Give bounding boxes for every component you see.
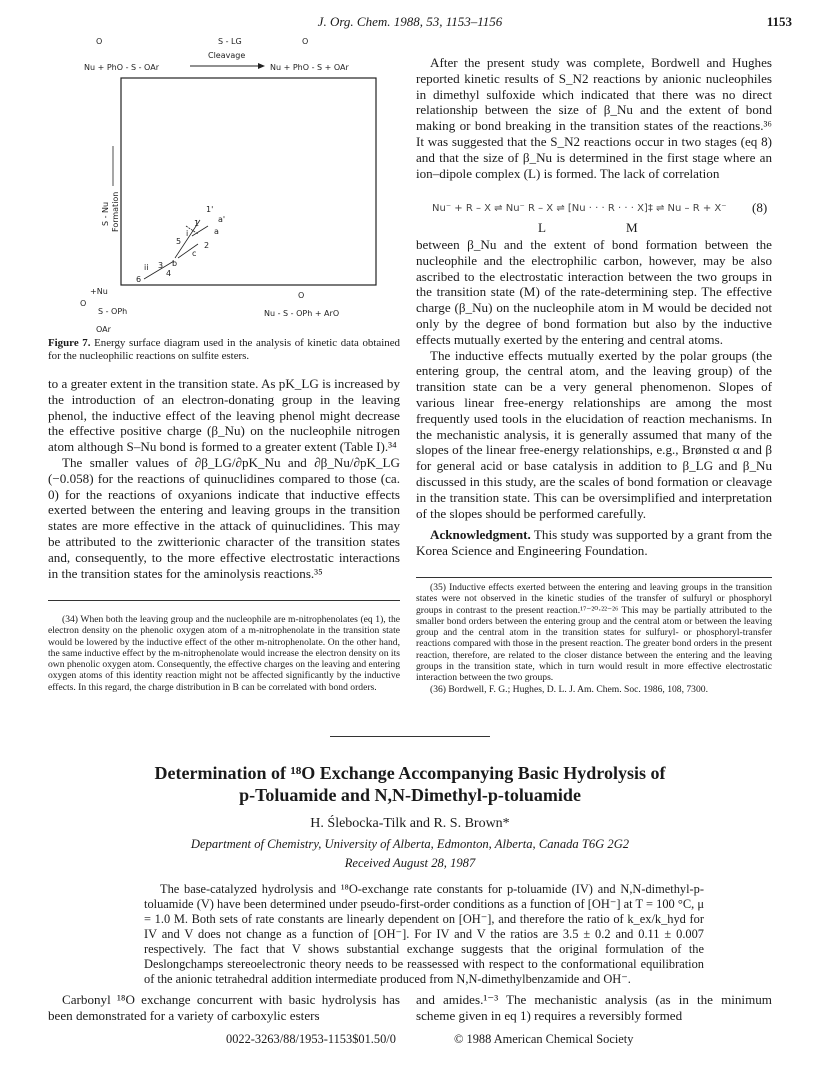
point-a: a: [214, 227, 219, 236]
figure-caption: [48, 337, 400, 363]
bottom-left-O: O: [80, 299, 87, 308]
footnote-34-text: (34) When both the leaving group and the nucleophile are m-nitrophenolates (eq 1), the electron density on the phenolic oxygen atom of a m-nitrophenolate in the transition state would be lowered by the inductive effect of the other m-nitrophenolate. On the other hand, the same inductive effect by the m-nitrophenolate would increase the electron density on its own phenolic oxygen atom. Consequently, the effective charges on the leaving and entering oxygen atoms of this identity reaction might not be affected significantly by the inductive effects. In this regard, the charge distribution in B can be correlated with bond orders.: [48, 614, 400, 693]
left-column: [48, 376, 400, 581]
footnote-34: [48, 614, 400, 693]
caption-label: Figure 7.: [48, 337, 91, 349]
point-i: i: [186, 229, 189, 238]
article-title-line-2: p-Toluamide and N,N-Dimethyl-p-toluamide: [239, 785, 581, 805]
footnote-35-text: (35) Inductive effects exerted between the entering and leaving groups in the transition states were not observed in the kinetic studies of the transfer of sulfuryl or phosphoryl groups in contrast to the present reaction.¹⁷⁻²⁰·²²⁻²⁶ This may be partially attributed to the smaller bond orders between the entering group and the central atom or between the leaving group and the central atom in the transition states for sulfuryl- or phosphoryl-transfer reactions compared with those in the present reaction. The greater bond orders in the present reaction, therefore, are related to the closer distance between the entering and the leaving groups in the transition state, which in turn would result in more effective electrostatic interaction between the two groups.: [416, 582, 772, 684]
point-2: 2: [204, 241, 210, 250]
point-6: 6: [136, 275, 142, 284]
body-left-text: Carbonyl ¹⁸O exchange concurrent with basic hydrolysis has been demonstrated for a variety of carboxylic esters: [48, 992, 400, 1023]
left-para-1: to a greater extent in the transition state. As pK_LG is increased by the introduction of an electron-donating group in the leaving phenol, the inductive effect of the leaving phenol might decrease the effective positive charge (β_Nu) on the nucleophile nitrogen atom although S–Nu bond is formed to a greater extent (Table I).³⁴: [48, 376, 400, 455]
article-received: Received August 28, 1987: [344, 856, 476, 870]
article-affiliation: Department of Chemistry, University of Alberta, Edmonton, Alberta, Canada T6G 2G2: [190, 837, 630, 851]
article-separator: [330, 736, 490, 737]
body-right: [416, 992, 772, 1024]
point-3: 3: [158, 261, 164, 270]
point-5: 5: [176, 237, 182, 246]
right-column-top: [416, 55, 772, 181]
top-left-O: O: [96, 37, 103, 46]
bottom-left-OAr: OAr: [96, 325, 111, 334]
caption-text: Energy surface diagram used in the analysis of kinetic data obtained for the nucleophilic reactions on sulfite esters.: [48, 337, 400, 362]
cleavage-label: S - LG: [218, 37, 242, 46]
footer-code: 0022-3263/88/1953-1153$01.50/0: [226, 1032, 396, 1046]
bottom-left-S: S - OPh: [98, 307, 128, 316]
axis-label-1: S - Nu: [101, 201, 110, 226]
footnote-36-text: (36) Bordwell, F. G.; Hughes, D. L. J. Am. Chem. Soc. 1986, 108, 7300.: [430, 683, 708, 695]
point-4: 4: [166, 269, 172, 278]
right-column-bottom: [416, 237, 772, 559]
top-right-products: Nu + PhO - S + OAr: [270, 63, 349, 72]
right-para-1: After the present study was complete, Bordwell and Hughes reported kinetic results of S_N2 reactions by anionic nucleophiles in dimethyl sulfoxide which indicated that there was no direct relationship between the size of β_Nu and the extent of bond making or bond breaking in the transition states of the reactions.³⁶ It was suggested that the S_N2 reactions occur in two stages (eq 8) and that the size of β_Nu is determined in the first stage where an ion–dipole complex (L) is formed. The lack of correlation: [416, 55, 772, 181]
point-1: 1: [194, 219, 200, 228]
diagram-frame: [121, 78, 376, 285]
point-ii: ii: [144, 263, 149, 272]
footnote-rule-left: [48, 600, 400, 601]
equation-8: Nu⁻ + R – X ⇌ Nu⁻ R – X ⇌ [Nu · · · R · · · X]‡ ⇌ Nu – R + X⁻: [432, 203, 727, 214]
point-c: c: [192, 249, 197, 258]
top-left-reactants: Nu + PhO - S - OAr: [84, 63, 159, 72]
abstract-text: The base-catalyzed hydrolysis and ¹⁸O-exchange rate constants for p-toluamide (IV) and N,N-dimethyl-p-toluamide (V) have been determined under pseudo-first-order conditions as a function of [OH⁻] at T = 100 °C, μ = 1.0 M. Both sets of rate constants are linearly dependent on [OH⁻], and therefore the ratio of k_ex/k_hyd for IV and V does not change as a function of [OH⁻]. For IV and V the ratios are 3.5 ± 0.2 and 0.11 ± 0.007 respectively. The fact that V shows substantial exchange suggests that the original formulation of the Deslongchamps stereoelectronic theory needs to be reassessed with respect to the conformational equilibration of the anionic tetrahedral addition intermediate produced from N,N-dimethylbenzamide and OH⁻.: [144, 882, 704, 986]
right-para-2: between β_Nu and the extent of bond formation between the nucleophile and the electrophilic carbon, however, may be also ascribed to the electrostatic interaction between the two groups in the transition state (M) of the rate-determining step. The effective charge (β_Nu) on the nucleophile atom in M would be decided not only by the degree of bond formation but also by the inductive effects mutually exerted by the entering and central atoms.: [416, 237, 772, 347]
ack-heading: Acknowledgment.: [430, 527, 531, 543]
cleavage-word: Cleavage: [208, 51, 246, 60]
equation-number: (8): [752, 200, 768, 215]
point-ap: a': [218, 215, 226, 224]
body-right-text: and amides.¹⁻³ The mechanistic analysis (as in the minimum scheme given in eq 1) requires a reversibly formed: [416, 992, 772, 1023]
left-para-2: The smaller values of ∂β_LG/∂pK_Nu and ∂β_Nu/∂pK_LG (−0.058) for the reactions of quinuclidines compared to those (ca. 0) for the reactions of oxyanions indicate that inductive effects exerted between the entering and leaving groups in the transition states are more effective in the attack of quinuclidines. This may be attributed to the zwitterionic character of the transition states and, consequently, to the more effective electrostatic interactions in the transition states for the aminolysis reactions.³⁵: [48, 454, 400, 581]
top-right-O: O: [302, 37, 309, 46]
axis-label-2: Formation: [111, 191, 120, 232]
point-b: b: [172, 259, 178, 268]
equation-label-L: L: [538, 220, 546, 235]
article-title-line-1: Determination of ¹⁸O Exchange Accompanying Basic Hydrolysis of: [154, 763, 666, 783]
point-1p: 1': [206, 205, 214, 214]
page-number: 1153: [766, 14, 792, 29]
ack-text: This study was supported by a grant from the Korea Science and Engineering Foundation.: [416, 527, 772, 559]
footnotes-right: [416, 582, 772, 695]
bottom-right-O: O: [298, 291, 305, 300]
footnote-rule-right: [416, 577, 772, 578]
bottom-left-Nu: +Nu: [90, 287, 108, 296]
article-authors: H. Ślebocka-Tilk and R. S. Brown*: [310, 816, 510, 831]
equation-label-M: M: [626, 220, 638, 235]
journal-header: J. Org. Chem. 1988, 53, 1153–1156: [317, 14, 503, 29]
bottom-right-products: Nu - S - OPh + ArO: [264, 309, 340, 318]
footer-copyright: © 1988 American Chemical Society: [454, 1032, 634, 1046]
article-abstract: [144, 882, 704, 987]
energy-surface-diagram: [80, 36, 400, 336]
body-left: [48, 992, 400, 1024]
right-para-3: The inductive effects mutually exerted by the polar groups (the entering group, the central atom, and the leaving group) of the transition state can be a very general phenomenon. Slopes of various linear free-energy relationships are among the most frequently used tools in the elucidation of reaction mechanisms. In the mechanistic analysis, it is generally assumed that many of the slopes of the linear free-energy relationships, e.g., Brønsted α and β for general acid or base catalysis in addition to β_LG and β_Nu discussed in this study, are the scales of bond formation or cleavage in the transition state. This can be oversimplified and interpretation of the slopes should be performed carefully.: [416, 347, 772, 521]
